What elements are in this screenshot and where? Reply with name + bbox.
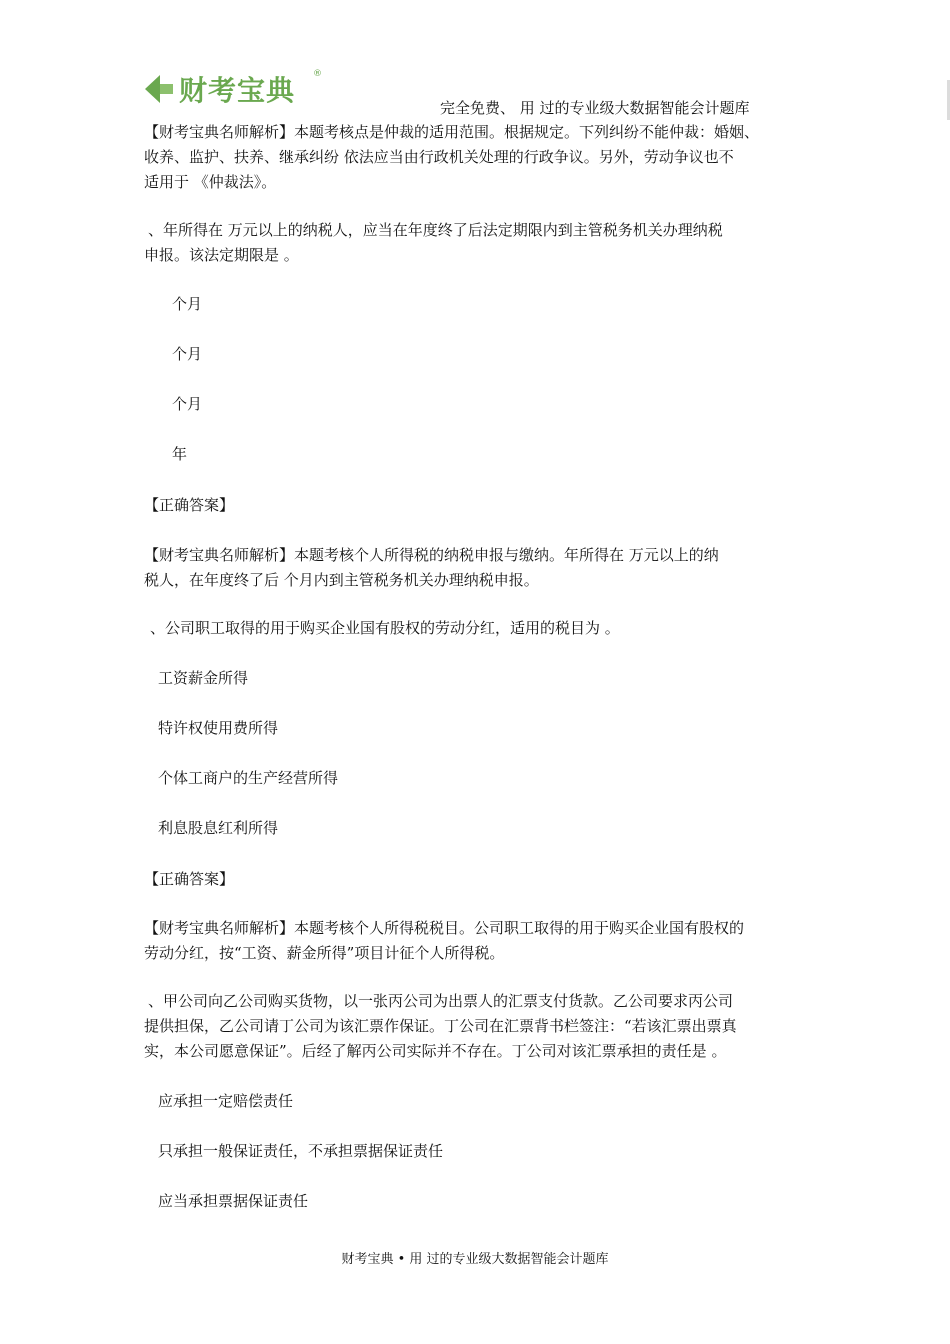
- question-1-option[interactable]: 年: [172, 445, 188, 463]
- question-2-option[interactable]: 工资薪金所得: [158, 669, 249, 687]
- question-1-option[interactable]: 个月: [172, 295, 203, 313]
- question-1-line-1: 、年所得在 万元以上的纳税人，应当在年度终了后法定期限内到主管税务机关办理纳税: [148, 221, 723, 239]
- prev-explanation-line-3: 适用于 《仲裁法》。: [144, 173, 277, 191]
- question-2-explanation-line-2: 劳动分红，按“工资、薪金所得”项目计征个人所得税。: [144, 944, 505, 962]
- prev-explanation-line-1: 【财考宝典名师解析】本题考核点是仲裁的适用范围。根据规定。下列纠纷不能仲裁：婚姻、: [144, 123, 760, 141]
- registered-mark: ®: [313, 69, 322, 79]
- logo-arrow-icon: [143, 72, 177, 106]
- question-3-option[interactable]: 应承担一定赔偿责任: [158, 1092, 294, 1110]
- question-3-line-1: 、甲公司向乙公司购买货物，以一张丙公司为出票人的汇票支付货款。乙公司要求丙公司: [148, 992, 734, 1010]
- question-1-line-2: 申报。该法定期限是 。: [144, 246, 299, 264]
- question-1-explanation-line-2: 税人，在年度终了后 个月内到主管税务机关办理纳税申报。: [144, 571, 539, 589]
- question-3-line-2: 提供担保，乙公司请丁公司为该汇票作保证。丁公司在汇票背书栏签注：“若该汇票出票真: [144, 1017, 737, 1035]
- question-1-option[interactable]: 个月: [172, 345, 203, 363]
- question-3-option[interactable]: 只承担一般保证责任，不承担票据保证责任: [158, 1142, 444, 1160]
- question-3-line-3: 实，本公司愿意保证”。后经了解丙公司实际并不存在。丁公司对该汇票承担的责任是 。: [144, 1042, 727, 1060]
- page-footer: 财考宝典 • 用 过的专业级大数据智能会计题库: [341, 1252, 609, 1267]
- question-1-option[interactable]: 个月: [172, 395, 203, 413]
- header-tagline: 完全免费、 用 过的专业级大数据智能会计题库: [440, 99, 750, 117]
- logo-text: 财考宝典: [179, 74, 296, 107]
- correct-answer-label: 【正确答案】: [144, 870, 235, 888]
- question-2-explanation-line-1: 【财考宝典名师解析】本题考核个人所得税税目。公司职工取得的用于购买企业国有股权的: [144, 919, 745, 937]
- question-2-line-1: 、公司职工取得的用于购买企业国有股权的劳动分红，适用的税目为 。: [150, 619, 620, 637]
- brand-logo: [143, 69, 322, 109]
- question-2-option[interactable]: 利息股息红利所得: [158, 819, 279, 837]
- question-2-option[interactable]: 个体工商户的生产经营所得: [158, 769, 339, 787]
- question-3-option[interactable]: 应当承担票据保证责任: [158, 1192, 309, 1210]
- correct-answer-label: 【正确答案】: [144, 496, 235, 514]
- question-2-option[interactable]: 特许权使用费所得: [158, 719, 279, 737]
- prev-explanation-line-2: 收养、监护、扶养、继承纠纷 依法应当由行政机关处理的行政争议。另外，劳动争议也不: [144, 148, 734, 166]
- question-1-explanation-line-1: 【财考宝典名师解析】本题考核个人所得税的纳税申报与缴纳。年所得在 万元以上的纳: [144, 546, 719, 564]
